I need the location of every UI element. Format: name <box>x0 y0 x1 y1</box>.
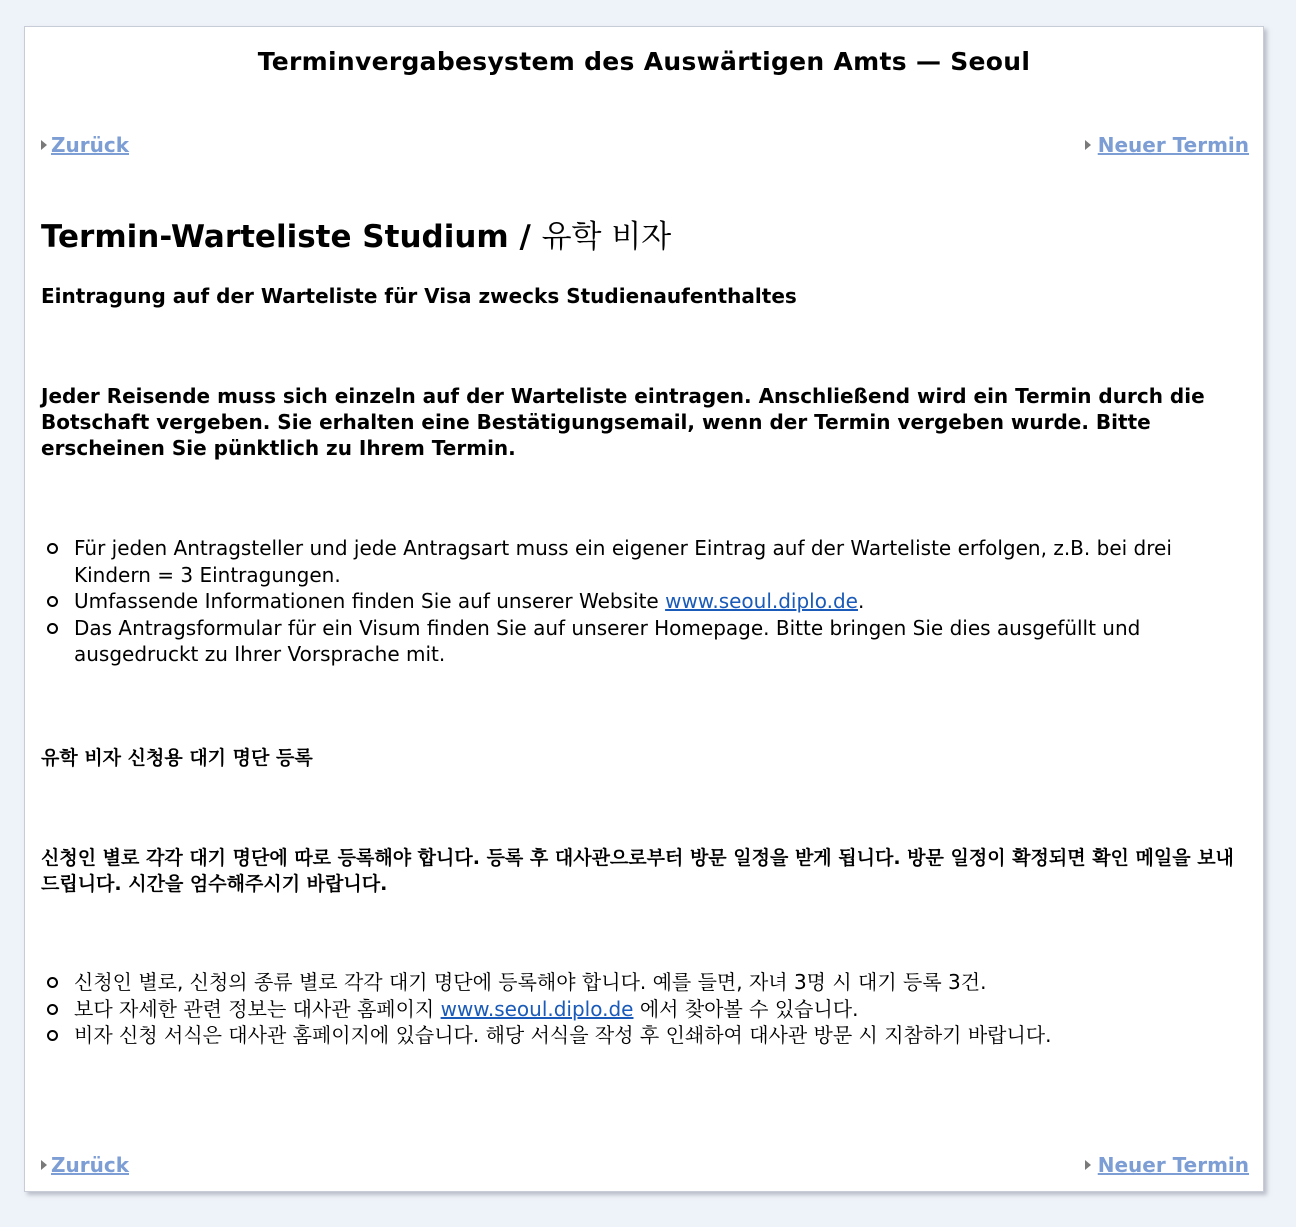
site-title: Terminvergabesystem des Auswärtigen Amts — Seoul <box>257 47 1031 76</box>
page-title-kr: 유학 비자 <box>541 219 672 255</box>
list-item: Das Antragsformular für ein Visum finden Sie auf unserer Homepage. Bitte bringen Sie dies ausgefüllt und ausgedruckt zu Ihrer Vorsprache mit. <box>41 615 1236 668</box>
subheading-kr: 유학 비자 신청용 대기 명단 등록 <box>41 747 313 769</box>
page-title-de: Termin-Warteliste Studium / <box>41 219 531 255</box>
arrow-right-icon <box>1085 1160 1091 1170</box>
info-list-kr <box>41 969 1236 1049</box>
list-item-text: . <box>857 589 865 613</box>
list-item: 신청인 별로, 신청의 종류 별로 각각 대기 명단에 등록해야 합니다. 예를 들면, 자녀 3명 시 대기 등록 3건. <box>41 969 1236 996</box>
bottom-nav <box>41 1153 1249 1179</box>
list-item-text: 에서 찾아볼 수 있습니다. <box>633 996 859 1021</box>
list-item <box>41 588 1236 615</box>
new-appointment-link[interactable]: Neuer Termin <box>1097 133 1249 157</box>
list-item: Für jeden Antragsteller und jede Antragsart muss ein eigener Eintrag auf der Warteliste erfolgen, z.B. bei drei Kindern = 3 Eintragungen. <box>41 535 1236 588</box>
new-appointment-link[interactable]: Neuer Termin <box>1097 1153 1249 1177</box>
list-item-text: Umfassende Informationen finden Sie auf unserer Website <box>74 589 666 613</box>
subheading-de: Eintragung auf der Warteliste für Visa zwecks Studienaufenthaltes <box>41 284 797 308</box>
arrow-right-icon <box>41 140 47 150</box>
top-nav <box>41 133 1249 159</box>
back-link[interactable]: Zurück <box>51 1153 129 1177</box>
arrow-right-icon <box>41 1160 47 1170</box>
list-item: 비자 신청 서식은 대사관 홈페이지에 있습니다. 해당 서식을 작성 후 인쇄하여 대사관 방문 시 지참하기 바랍니다. <box>41 1022 1236 1049</box>
arrow-right-icon <box>1085 140 1091 150</box>
info-list-de <box>41 535 1236 668</box>
website-link[interactable]: www.seoul.diplo.de <box>665 589 858 613</box>
list-item <box>41 996 1236 1023</box>
intro-kr: 신청인 별로 각각 대기 명단에 따로 등록해야 합니다. 등록 후 대사관으로부터 방문 일정을 받게 됩니다. 방문 일정이 확정되면 확인 메일을 보내드립니다. 시간을 엄수해주시기 바랍니다. <box>41 847 1234 895</box>
back-link[interactable]: Zurück <box>51 133 129 157</box>
list-item-text: 보다 자세한 관련 정보는 대사관 홈페이지 <box>74 996 441 1021</box>
content-panel <box>24 26 1264 1192</box>
intro-de: Jeder Reisende muss sich einzeln auf der Warteliste eintragen. Anschließend wird ein Termin durch die Botschaft vergeben. Sie erhalten eine Bestätigungsemail, wenn der Termin vergeben wurde. Bitte erscheinen Sie pünktlich zu Ihrem Termin. <box>41 384 1205 460</box>
website-link[interactable]: www.seoul.diplo.de <box>440 996 634 1021</box>
page-title <box>41 211 671 256</box>
